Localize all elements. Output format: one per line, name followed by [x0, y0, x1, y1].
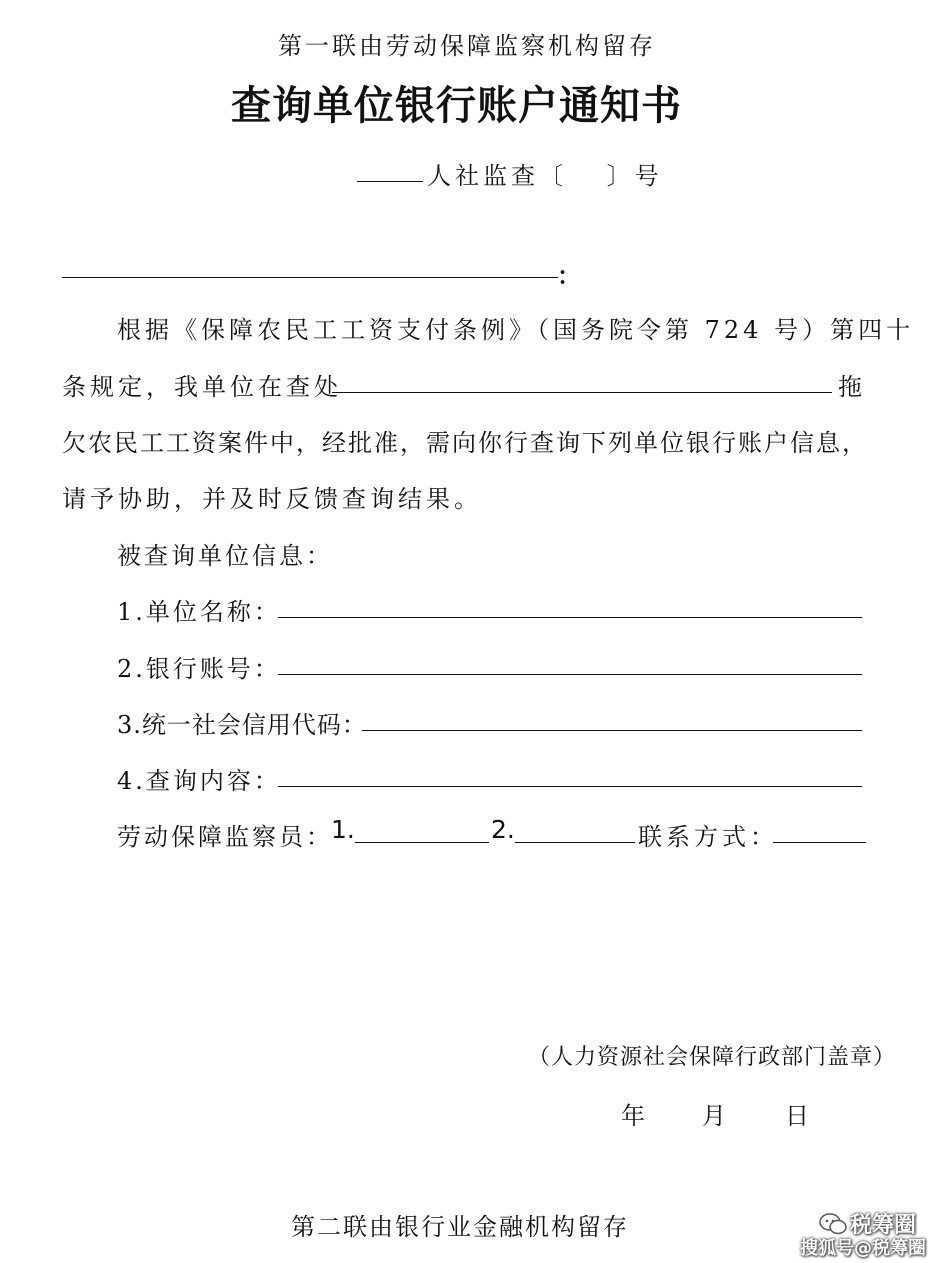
date-day: 日 — [785, 1102, 809, 1130]
watermark-title: 税筹圈 — [850, 1213, 917, 1238]
credit-code-label: 3.统一社会信用代码： — [117, 711, 367, 739]
paragraph-line-4: 请予协助，并及时反馈查询结果。 — [62, 485, 482, 513]
addressee-blank — [62, 277, 558, 278]
copy-two-note: 第二联由银行业金融机构留存 — [291, 1213, 629, 1241]
inspector-1-blank — [355, 842, 489, 843]
addressee-colon: ： — [557, 262, 581, 290]
paragraph-line-2-end: 拖 — [838, 373, 866, 401]
watermark-source: 搜狐号@税筹圈 — [800, 1238, 926, 1259]
inspector-2-blank — [515, 842, 635, 843]
seal-note: （人力资源社会保障行政部门盖章） — [528, 1045, 897, 1070]
paragraph-line-3: 欠农民工工资案件中，经批准，需向你行查询下列单位银行账户信息， — [62, 429, 868, 457]
unit-name-blank — [278, 617, 862, 618]
credit-code-blank — [362, 730, 862, 731]
paragraph-line-2-start: 条规定，我单位在查处 — [62, 373, 342, 401]
unit-name-label: 1.单位名称： — [117, 598, 281, 626]
page-title: 查询单位银行账户通知书 — [231, 83, 682, 129]
date-year: 年 — [621, 1102, 645, 1130]
bank-account-label: 2.银行账号： — [117, 655, 281, 683]
doc-number-label: 人社监查〔 〕号 — [427, 162, 663, 190]
copy-one-note: 第一联由劳动保障监察机构留存 — [278, 32, 656, 60]
contact-label: 联系方式： — [638, 823, 778, 851]
subject-info-heading: 被查询单位信息： — [117, 542, 333, 570]
paragraph-line-1: 根据《保障农民工工资支付条例》（国务院令第 724 号）第四十 — [117, 316, 915, 344]
inspector-2-number: 2. — [491, 815, 515, 844]
date-month: 月 — [702, 1102, 726, 1130]
inspector-1-number: 1. — [331, 815, 355, 844]
case-subject-blank — [332, 392, 832, 393]
query-content-label: 4.查询内容： — [117, 767, 281, 795]
query-content-blank — [278, 786, 862, 787]
inspectors-label: 劳动保障监察员： — [117, 823, 333, 851]
doc-number-blank — [357, 181, 423, 182]
bank-account-blank — [278, 674, 862, 675]
contact-blank — [773, 842, 866, 843]
wechat-icon — [818, 1212, 848, 1236]
